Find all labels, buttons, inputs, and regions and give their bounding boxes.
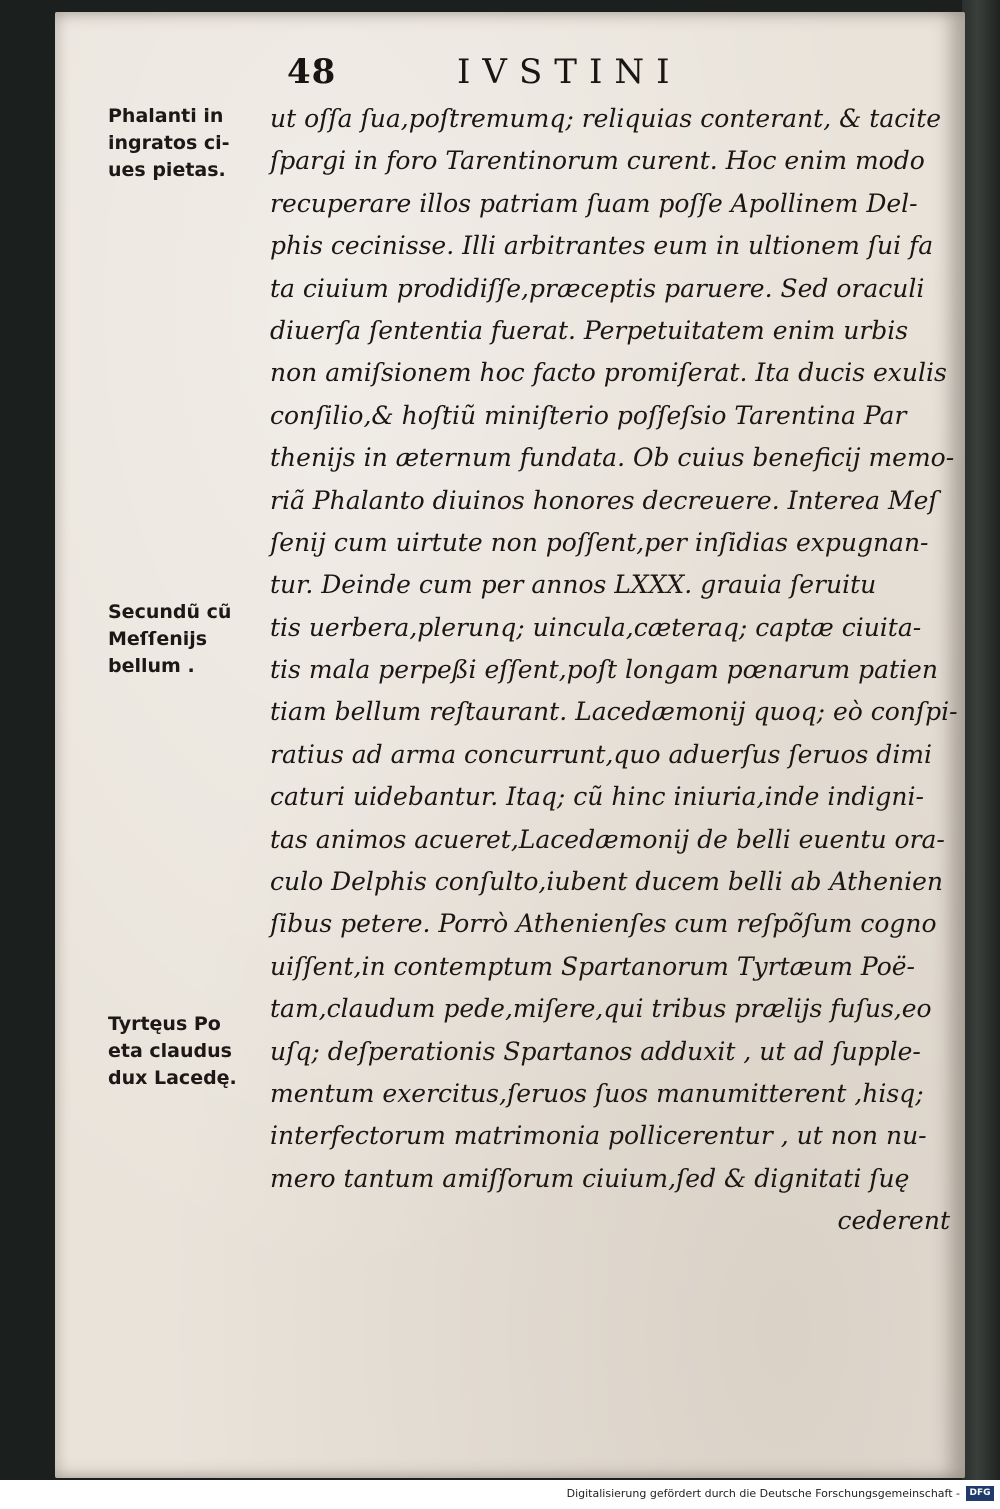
margin-note-secundum-bellum <box>108 599 268 680</box>
text-line: mero tantum amiſſorum ciuium,ſed & dignitati ſuę <box>270 1163 910 1193</box>
text-line: diuerſa ſententia fuerat. Perpetuitatem enim urbis <box>270 315 909 345</box>
text-line: ſpargi in foro Tarentinorum curent. Hoc enim modo <box>270 146 925 176</box>
margin-note-line: Phalanti in <box>108 105 224 127</box>
margin-note-phalanti <box>108 103 268 184</box>
text-line: non amiſsionem hoc facto promiſerat. Ita ducis exulis <box>270 358 947 388</box>
text-line: tis uerbera,plerunq; uincula,cæteraq; captæ ciuita- <box>270 612 922 642</box>
catchword: cederent <box>837 1206 950 1236</box>
text-line: ſibus petere. Porrò Athenienſes cum reſpõſum cogno <box>270 909 937 939</box>
text-line: mentum exercitus,ſeruos ſuos manumitterent ,hisq; <box>270 1078 924 1108</box>
text-line: recuperare illos patriam ſuam poſſe Apollinem Del- <box>270 188 918 218</box>
page-number: 48 <box>287 52 337 92</box>
text-line: tiam bellum reſtaurant. Lacedæmonij quoq; eò conſpi- <box>270 697 958 727</box>
footer-credit: Digitalisierung gefördert durch die Deutsche Forschungsgemeinschaft - <box>566 1487 960 1500</box>
text-line: culo Delphis conſulto,iubent ducem belli ab Athenien <box>270 867 944 897</box>
text-line: uiſſent,in contemptum Spartanorum Tyrtæum Poë- <box>270 951 915 981</box>
dfg-logo-icon: DFG <box>966 1486 994 1501</box>
running-title: IVSTINI <box>457 52 682 92</box>
text-line: uſq; deſperationis Spartanos adduxit , ut ad ſupple- <box>270 1036 921 1066</box>
text-line: thenijs in æternum fundata. Ob cuius beneficij memo- <box>270 443 955 473</box>
margin-note-line: bellum . <box>108 655 195 677</box>
text-line: ratius ad arma concurrunt,quo aduerſus ſeruos dimi <box>270 739 933 769</box>
text-line: tur. Deinde cum per annos LXXX. grauia ſeruitu <box>270 570 877 600</box>
text-line: tas animos acueret,Lacedæmonij de belli euentu ora- <box>270 824 945 854</box>
text-line: tam,claudum pede,miſere,qui tribus prælijs fuſus,eo <box>270 994 932 1024</box>
body-text <box>270 98 960 1243</box>
text-line: ta ciuium prodidiſſe,præceptis paruere. Sed oraculi <box>270 273 925 303</box>
text-line: caturi uidebantur. Itaq; cũ hinc iniuria,inde indigni- <box>270 782 924 812</box>
margin-note-line: eta claudus <box>108 1040 232 1062</box>
margin-note-line: Tyrtęus Po <box>108 1013 221 1035</box>
margin-note-line: Secundũ cũ <box>108 601 232 623</box>
margin-note-line: ues pietas. <box>108 159 226 181</box>
text-line: phis cecinisse. Illi arbitrantes eum in ultionem ſui fa <box>270 231 934 261</box>
text-line: interfectorum matrimonia pollicerentur , ut non nu- <box>270 1121 927 1151</box>
book-binding-edge <box>962 0 1000 1480</box>
text-line: ut oſſa ſua,poſtremumq; reliquias conterant, & tacite <box>270 104 942 133</box>
margin-note-line: dux Lacedę. <box>108 1067 237 1089</box>
margin-note-line: Meſſenijs <box>108 628 208 650</box>
text-line: ſenij cum uirtute non poſſent,per inſidias expugnan- <box>270 527 929 557</box>
margin-note-line: ingratos ci- <box>108 132 230 154</box>
text-line: riã Phalanto diuinos honores decreuere. Interea Meſ <box>270 485 938 515</box>
text-line: conſilio,& hoſtiũ miniſterio poſſeſsio Tarentina Par <box>270 400 907 430</box>
digitization-footer <box>0 1480 1000 1509</box>
text-line: tis mala perpeßi eſſent,poſt longam pœnarum patien <box>270 655 938 685</box>
margin-note-tyrtaeus <box>108 1011 268 1092</box>
running-head <box>287 52 967 92</box>
